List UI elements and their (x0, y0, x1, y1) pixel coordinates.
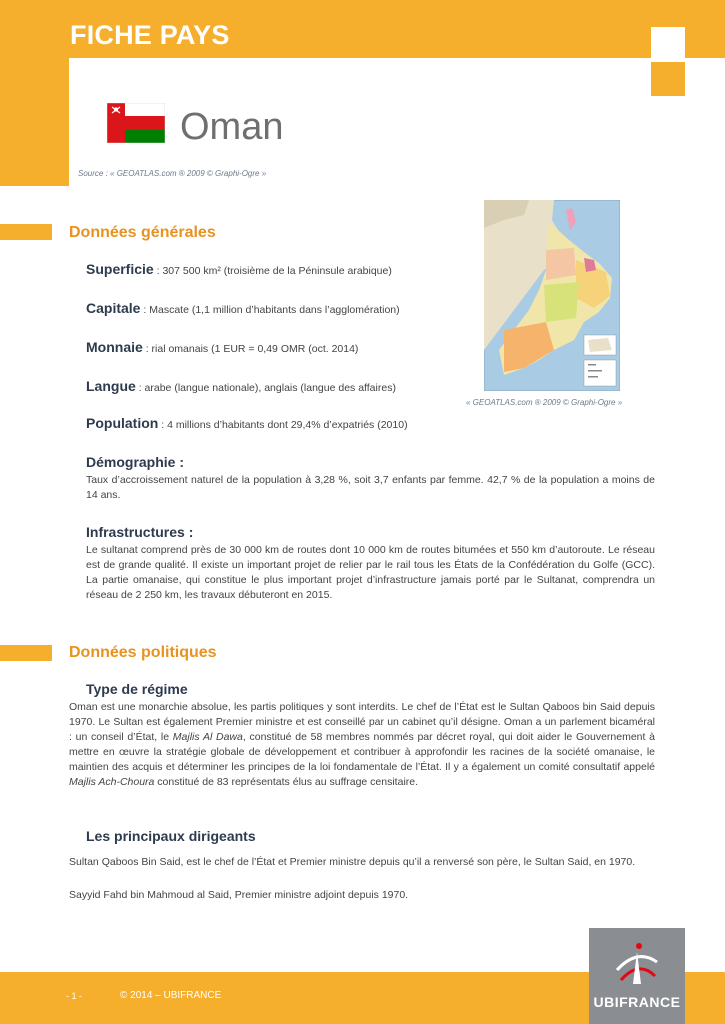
field-label: Langue (86, 378, 136, 394)
source-note: Source : « GEOATLAS.com ® 2009 © Graphi-Ogre » (78, 169, 267, 178)
field-superficie: Superficie : 307 500 km² (troisième de la Péninsule arabique) (86, 261, 392, 277)
regime-title: Type de régime (86, 681, 188, 697)
field-label: Capitale (86, 300, 141, 316)
field-label: Superficie (86, 261, 154, 277)
field-langue: Langue : arabe (langue nationale), anglais (langue des affaires) (86, 378, 396, 394)
map-caption: « GEOATLAS.com ® 2009 © Graphi-Ogre » (466, 398, 623, 407)
demography-text: Taux d’accroissement naturel de la population à 3,28 %, soit 3,7 enfants par femme. 42,7 % de la population a moins de 14 ans. (86, 474, 655, 501)
leaders-title: Les principaux dirigeants (86, 828, 256, 844)
leaders-line-1: Sultan Qaboos Bin Said, est le chef de l’État et Premier ministre depuis qu’il a renversé son père, le Sultan Said, en 1970. (69, 856, 636, 868)
ubifrance-logo (589, 928, 685, 1024)
field-value: 307 500 km² (troisième de la Péninsule arabique) (162, 265, 392, 277)
majlis-al-dawa: Majlis Al Dawa (172, 731, 243, 743)
header-square-orange (651, 62, 685, 96)
oman-flag-icon (107, 103, 165, 143)
page-number: - 1 - (66, 991, 83, 1001)
footer-copyright: © 2014 – UBIFRANCE (120, 990, 222, 1001)
page-title: FICHE PAYS (70, 20, 230, 50)
field-value: Mascate (1,1 million d’habitants dans l’agglomération) (149, 304, 400, 316)
header-square-white (651, 27, 685, 58)
infrastructure-text: Le sultanat comprend près de 30 000 km de routes dont 10 000 km de routes bitumées et 550 km d’autoroute. Le réseau est de grande qualité. Il existe un important projet de relier par le rail tous les États de la Confédération du Golfe (GCC). La partie omanaise, qui constitue le plus important projet d’infrastructure jamais porté par le Sultanat, comprendra un réseau de 2 250 km, les travaux débuteront en 2015. (86, 544, 655, 601)
field-label: Monnaie (86, 339, 143, 355)
section-bar-general (0, 224, 52, 240)
field-value: rial omanais (1 EUR = 0,49 OMR (oct. 2014) (151, 343, 359, 355)
ubifrance-logo-icon (611, 940, 663, 990)
logo-text: UBIFRANCE (593, 994, 681, 1010)
leaders-line-2: Sayyid Fahd bin Mahmoud al Said, Premier ministre adjoint depuis 1970. (69, 889, 409, 901)
oman-map (484, 200, 620, 391)
header-side-band (0, 58, 69, 186)
field-value: arabe (langue nationale), anglais (langue des affaires) (144, 382, 396, 394)
regime-text: Oman est une monarchie absolue, les partis politiques y sont interdits. Le chef de l’État est le Sultan Qaboos bin Said depuis 1970. Le Sultan est également Premier ministre et est conseillé par un cabinet qu’il désigne. Oman a un parlement bicaméral : un conseil d’État, le Majlis Al Dawa, constitué de 58 membres nommés par décret royal, qui doit aider le Gouvernement à mettre en œuvre la stratégie globale de développement et contribuer à approfondir les racines de la société omanaise, le maintien des acquis et déterminer les principes de la loi fondamentale de l’État. Il y a également un comité consultatif appelé Majlis Ach-Choura constitué de 83 représentats élus au suffrage censitaire. (69, 701, 655, 788)
majlis-ach-choura: Majlis Ach-Choura (69, 776, 155, 788)
infrastructure-title: Infrastructures : (86, 524, 194, 540)
demography-title: Démographie : (86, 454, 185, 470)
field-monnaie: Monnaie : rial omanais (1 EUR = 0,49 OMR (oct. 2014) (86, 339, 359, 355)
field-label: Population (86, 415, 159, 431)
section-title-general: Données générales (69, 224, 216, 241)
field-capitale: Capitale : Mascate (1,1 million d’habitants dans l’agglomération) (86, 300, 400, 316)
section-title-political: Données politiques (69, 644, 217, 661)
field-value: 4 millions d’habitants dont 29,4% d’expatriés (2010) (167, 419, 408, 431)
section-bar-political (0, 645, 52, 661)
country-name: Oman (180, 106, 284, 148)
field-population: Population : 4 millions d’habitants dont 29,4% d’expatriés (2010) (86, 415, 408, 431)
